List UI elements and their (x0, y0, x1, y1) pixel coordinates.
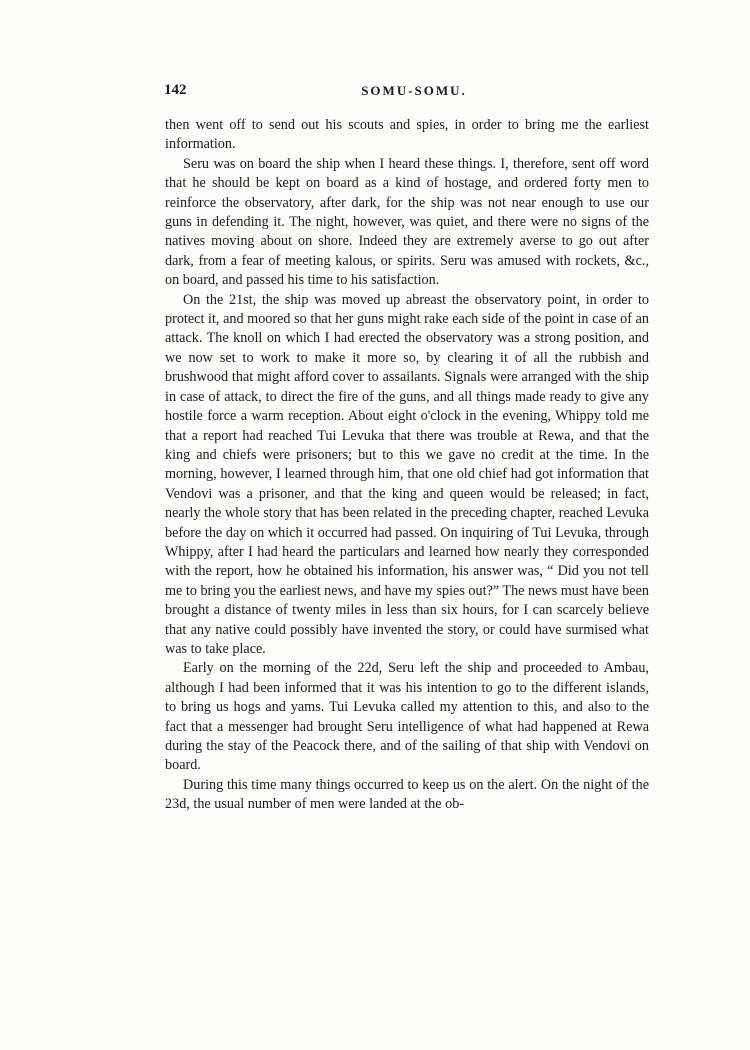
paragraph-23d: During this time many things occurred to keep us on the alert. On the night of the 23d, the usual number of men were landed at the ob- (165, 776, 649, 813)
page-header (164, 82, 664, 106)
body-text (165, 116, 649, 815)
running-title: SOMU-SOMU. (361, 83, 467, 98)
page-number: 142 (164, 82, 187, 98)
paragraph-continuation: then went off to send out his scouts and spies, in order to bring me the earliest information. (165, 117, 649, 153)
paragraph-seru-on-board: Seru was on board the ship when I heard these things. I, therefore, sent off word that he should be kept on board as a kind of hostage, and ordered forty men to reinforce the observatory, after dark, for the ship was not near enough to use our guns in defending it. The night, however, was quiet, and there were no signs of the natives moving about on shore. Indeed they are extremely averse to go out after dark, from a fear of meeting kalous, or spirits. Seru was amused with rockets, &c., on board, and passed his time to his satisfaction. (165, 155, 649, 289)
paragraph-22d: Early on the morning of the 22d, Seru left the ship and proceeded to Ambau, although I had been informed that it was his intention to go to the different islands, to bring us hogs and yams. Tui Levuka called my attention to this, and also to the fact that a messenger had brought Seru intelligence of what had happened at Rewa during the stay of the Peacock there, and of the sailing of that ship with Vendovi on board. (165, 660, 649, 774)
paragraph-21st: On the 21st, the ship was moved up abreast the observatory point, in order to protect it, and moored so that her guns might rake each side of the point in case of an attack. The knoll on which I had erected the observatory was a strong position, and we now set to work to make it more so, by clearing it of all the rubbish and brushwood that might afford cover to assailants. Signals were arranged with the ship in case of attack, to direct the fire of the guns, and all things made ready to give any hostile force a warm reception. About eight o'clock in the evening, Whippy told me that a report had reached Tui Levuka that there was trouble at Rewa, and that the king and chiefs were prisoners; but to this we gave no credit at the time. In the morning, however, I learned through him, that one old chief had got information that Vendovi was a prisoner, and that the king and queen would be released; in fact, nearly the whole story that has been related in the preceding chapter, reached Levuka before the day on which it occurred had passed. On inquiring of Tui Levuka, through Whippy, after I had heard the particulars and learned how nearly they corresponded with the report, how he obtained his information, his answer was, “ Did you not tell me to bring you the earliest news, and have my spies out?” The news must have been brought a distance of twenty miles in less than six hours, for I can scarcely believe that any native could possibly have invented the story, or could have surmised what was to take place. (165, 291, 649, 657)
